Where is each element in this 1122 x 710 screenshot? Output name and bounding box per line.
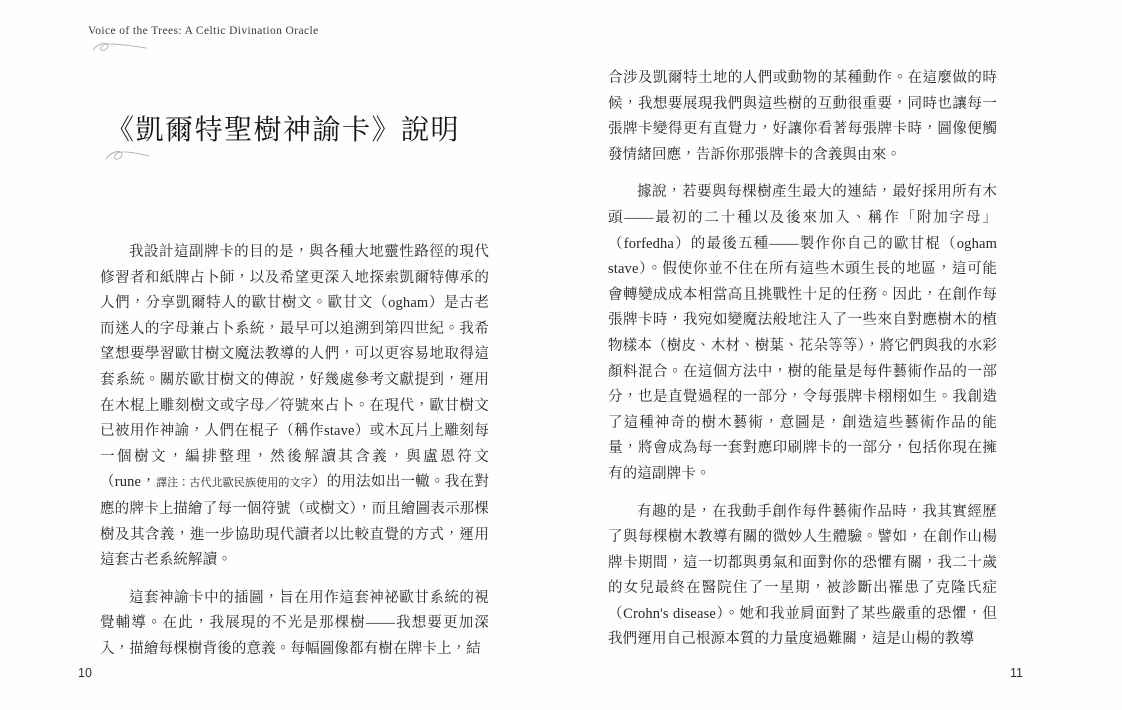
paragraph [608,500,997,654]
paragraph [608,66,997,168]
running-header: Voice of the Trees: A Celtic Divination Oracle [88,25,319,37]
page-number-left: 10 [78,666,92,680]
left-page-body [100,240,489,675]
page-number-right: 11 [1010,666,1023,680]
flourish-icon [90,39,148,60]
paragraph [100,586,489,663]
paragraph-text: 據說，若要與每棵樹產生最大的連結，最好採用所有木頭——最初的二十種以及後來加入、稱作「附加字母」（forfedha）的最後五種——製作你自己的歐甘棍（ogham stave）。假使你並不住在所有這些木頭生長的地區，這可能會轉變成成本相當高且挑戰性十足的任務。因此，在創作每張牌卡時，我宛如變魔法般地注入了一些來自對應樹木的植物樣本（樹皮、木材、樹葉、花朵等等），將它們與我的水彩顏料混合。在這個方法中，樹的能量是每件藝術作品的一部分，也是直覺過程的一部分，令每張牌卡栩栩如生。我創造了這種神奇的樹木藝術，意圖是，創造這些藝術作品的能量，將會成為每一套對應印刷牌卡的一部分，包括你現在擁有的這副牌卡。 [608,184,997,482]
paragraph [100,240,489,574]
paragraph-text: 有趣的是，在我動手創作每件藝術作品時，我其實經歷了與每棵樹木教導有關的微妙人生體驗。譬如，在創作山楊牌卡期間，這一切都與勇氣和面對你的恐懼有關，我二十歲的女兒最終在醫院住了一星期，被診斷出罹患了克隆氏症（Crohn's disease）。她和我並肩面對了某些嚴重的恐懼，但我們運用自己根源本質的力量度過難關，這是山楊的教導 [608,503,997,648]
paragraph-text: 合涉及凱爾特土地的人們或動物的某種動作。在這麼做的時候，我想要展現我們與這些樹的互動很重要，同時也讓每一張牌卡變得更有直覺力，好讓你看著每張牌卡時，圖像便觸發情緒回應，告訴你那張牌卡的含義與由來。 [608,70,997,163]
translator-note: 譯注：古代北歐民族使用的文字 [156,477,312,490]
paragraph-text: 這套神諭卡中的插圖，旨在用作這套神祕歐甘系統的視覺輔導。在此，我展現的不光是那棵樹——我想要更加深入，描繪每棵樹背後的意義。每幅圖像都有樹在牌卡上，結 [100,589,489,657]
right-page-body [608,66,997,665]
paragraph-text: ）的用法如出一轍。我在對應的牌卡上描繪了每一個符號（或樹文），而且繪圖表示那棵樹及其含義，進一步協助現代讀者以比較直覺的方式，運用這套古老系統解讀。 [100,474,489,569]
chapter-title: 《凱爾特聖樹神諭卡》說明 [106,115,461,146]
paragraph-text: 我設計這副牌卡的目的是，與各種大地靈性路徑的現代修習者和紙牌占卜師，以及希望更深入地探索凱爾特傳承的人們，分享凱爾特人的歐甘樹文。歐甘文（ogham）是古老而迷人的字母兼占卜系統，最早可以追溯到第四世紀。我希望想要學習歐甘樹文魔法教導的人們，可以更容易地取得這套系統。關於歐甘樹文的傳說，好幾處參考文獻提到，運用在木棍上雕刻樹文或字母／符號來占卜。在現代，歐甘樹文已被用作神諭，人們在棍子（稱作stave）或木瓦片上雕刻每一個樹文，編排整理，然後解讀其含義，與盧恩符文（rune， [100,244,489,491]
flourish-icon [103,147,151,170]
paragraph [608,180,997,487]
